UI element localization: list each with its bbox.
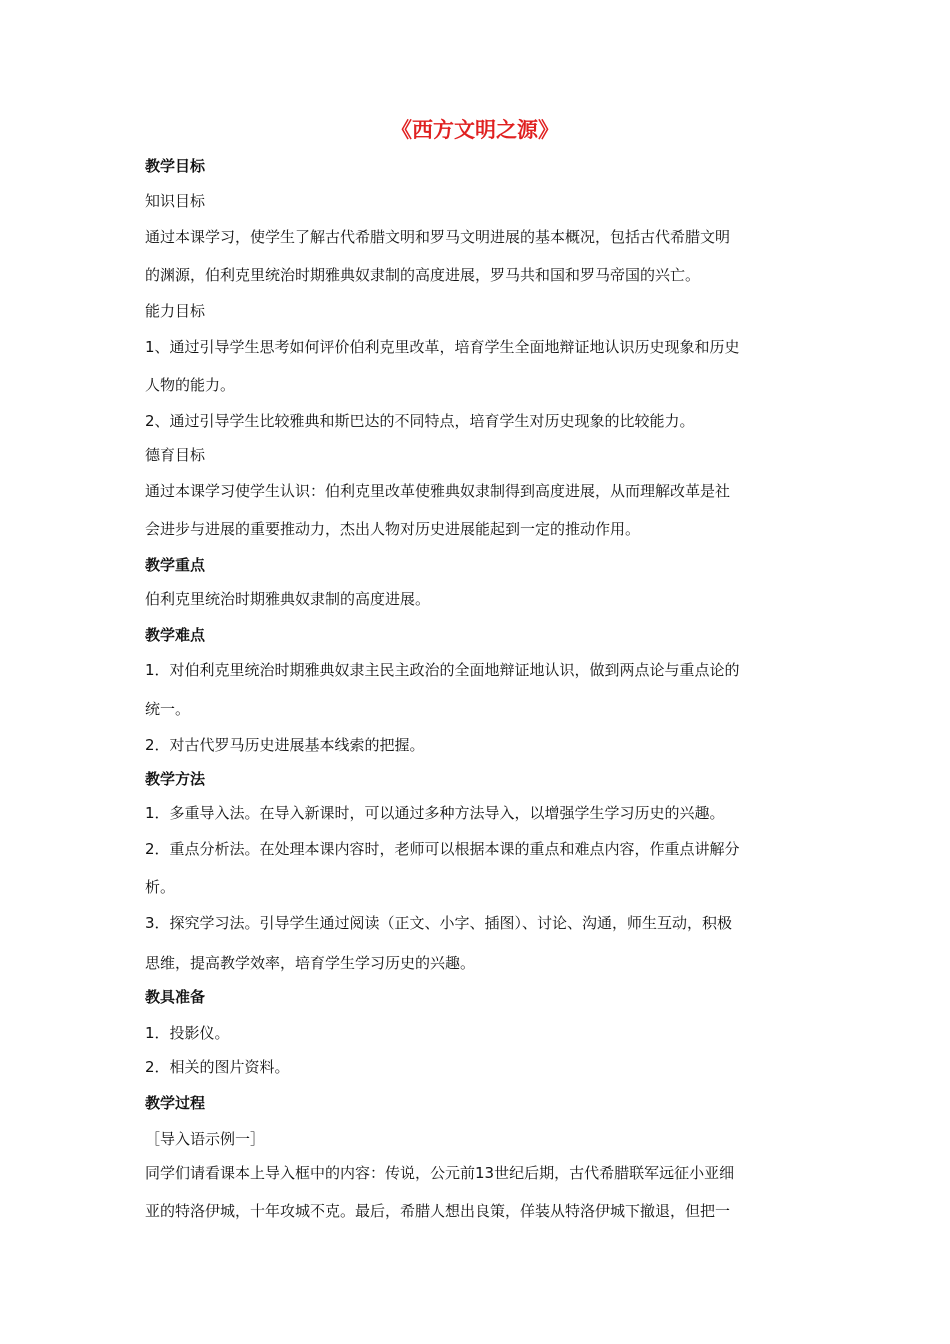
paragraph-line: 析。 [145, 878, 176, 896]
heading-process: 教学过程 [145, 1094, 206, 1112]
subheading-moral-goals: 德育目标 [145, 446, 206, 464]
paragraph-line: 的渊源，伯利克里统治时期雅典奴隶制的高度进展，罗马共和国和罗马帝国的兴亡。 [145, 266, 701, 284]
paragraph-line: 同学们请看课本上导入框中的内容：传说，公元前13世纪后期，古代希腊联军远征小亚细 [145, 1164, 735, 1182]
heading-teaching-goals: 教学目标 [145, 157, 206, 175]
paragraph-line: 通过本课学习使学生认识：伯利克里改革使雅典奴隶制得到高度进展，从而理解改革是社 [145, 482, 731, 500]
paragraph-line: 人物的能力。 [145, 376, 236, 394]
paragraph-line: 2．相关的图片资料。 [145, 1058, 290, 1076]
subheading-ability-goals: 能力目标 [145, 302, 206, 320]
paragraph-line: 通过本课学习，使学生了解古代希腊文明和罗马文明进展的基本概况，包括古代希腊文明 [145, 228, 731, 246]
heading-materials: 教具准备 [145, 988, 206, 1006]
paragraph-line: 3．探究学习法。引导学生通过阅读（正文、小字、插图）、讨论、沟通，师生互动，积极 [145, 914, 733, 932]
document-title: 《西方文明之源》 [391, 117, 559, 142]
paragraph-line: 统一。 [145, 700, 191, 718]
paragraph-line: 伯利克里统治时期雅典奴隶制的高度进展。 [145, 590, 431, 608]
paragraph-line: 2．对古代罗马历史进展基本线索的把握。 [145, 736, 425, 754]
paragraph-line: 1．多重导入法。在导入新课时，可以通过多种方法导入，以增强学生学习历史的兴趣。 [145, 804, 725, 822]
paragraph-line: 2．重点分析法。在处理本课内容时，老师可以根据本课的重点和难点内容，作重点讲解分 [145, 840, 740, 858]
paragraph-line: 会进步与进展的重要推动力，杰出人物对历史进展能起到一定的推动作用。 [145, 520, 641, 538]
heading-key-points: 教学重点 [145, 556, 206, 574]
paragraph-line: ［导入语示例一］ [145, 1130, 266, 1148]
subheading-knowledge-goals: 知识目标 [145, 192, 206, 210]
heading-methods: 教学方法 [145, 770, 206, 788]
paragraph-line: 1、通过引导学生思考如何评价伯利克里改革，培育学生全面地辩证地认识历史现象和历史 [145, 338, 740, 356]
paragraph-line: 思维，提高教学效率，培育学生学习历史的兴趣。 [145, 954, 476, 972]
heading-difficulties: 教学难点 [145, 626, 206, 644]
paragraph-line: 2、通过引导学生比较雅典和斯巴达的不同特点，培育学生对历史现象的比较能力。 [145, 412, 695, 430]
paragraph-line: 亚的特洛伊城，十年攻城不克。最后，希腊人想出良策，佯装从特洛伊城下撤退，但把一 [145, 1202, 731, 1220]
paragraph-line: 1．对伯利克里统治时期雅典奴隶主民主政治的全面地辩证地认识，做到两点论与重点论的 [145, 661, 740, 679]
paragraph-line: 1．投影仪。 [145, 1024, 230, 1042]
